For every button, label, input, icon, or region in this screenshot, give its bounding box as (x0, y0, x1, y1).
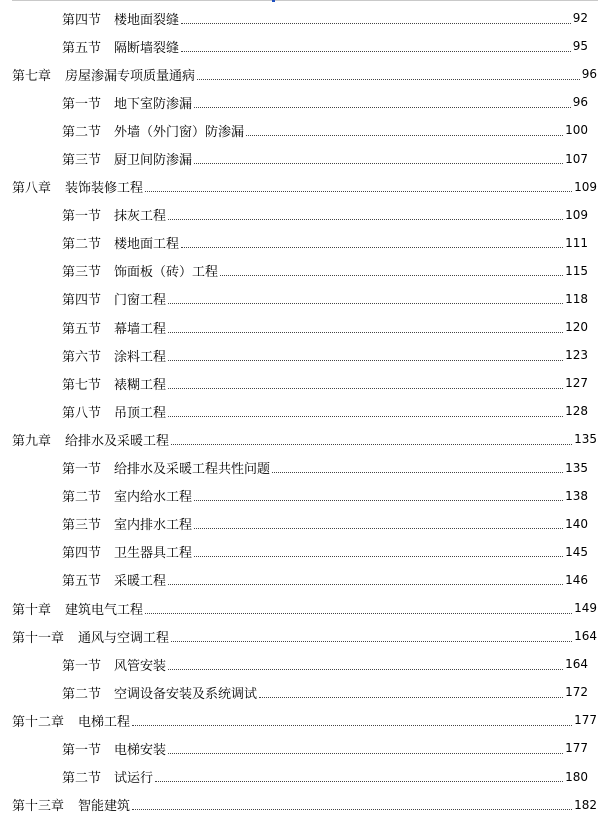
toc-page-number: 120 (565, 320, 588, 335)
toc-section-entry[interactable] (0, 510, 609, 538)
toc-section-entry[interactable] (0, 285, 609, 313)
toc-entry-number: 第三节 (62, 153, 102, 169)
toc-dot-leader (194, 162, 563, 164)
toc-entry-number: 第四节 (62, 546, 102, 562)
toc-entry-title: 卫生器具工程 (114, 546, 193, 562)
toc-dot-leader (168, 668, 563, 670)
toc-entry-number: 第二节 (62, 771, 102, 787)
toc-page-number: 138 (565, 488, 588, 503)
toc-entry-title: 建筑电气工程 (65, 602, 144, 618)
toc-entry-title: 室内给水工程 (114, 490, 193, 506)
toc-page-number: 109 (565, 207, 588, 222)
toc-entry-title: 幕墙工程 (114, 321, 167, 337)
toc-dot-leader (272, 471, 563, 473)
toc-dot-leader (181, 246, 563, 248)
toc-dot-leader (246, 134, 563, 136)
toc-entry-number: 第五节 (62, 40, 102, 56)
toc-section-entry[interactable] (0, 229, 609, 257)
toc-entry-title: 给排水及采暖工程 (65, 433, 170, 449)
toc-section-entry[interactable] (0, 144, 609, 172)
toc-chapter-entry[interactable] (0, 594, 609, 622)
toc-entry-number: 第八节 (62, 405, 102, 421)
toc-chapter-entry[interactable] (0, 622, 609, 650)
toc-entry-number: 第十二章 (12, 714, 65, 730)
toc-section-entry[interactable] (0, 88, 609, 116)
toc-entry-title: 饰面板（砖）工程 (114, 265, 219, 281)
toc-page-number: 135 (565, 460, 588, 475)
toc-entry-number: 第五节 (62, 321, 102, 337)
toc-dot-leader (171, 640, 572, 642)
toc-entry-title: 给排水及采暖工程共性问题 (114, 462, 271, 478)
toc-entry-title: 房屋渗漏专项质量通病 (65, 68, 196, 84)
toc-section-entry[interactable] (0, 341, 609, 369)
toc-page-number: 172 (565, 685, 588, 700)
toc-entry-number: 第一节 (62, 742, 102, 758)
toc-section-entry[interactable] (0, 566, 609, 594)
toc-entry-number: 第二节 (62, 686, 102, 702)
toc-entry-number: 第一节 (62, 96, 102, 112)
toc-entry-number: 第二节 (62, 490, 102, 506)
table-of-contents (0, 4, 609, 819)
toc-page-number: 149 (574, 601, 597, 616)
toc-entry-title: 试运行 (114, 771, 154, 787)
toc-page-number: 145 (565, 544, 588, 559)
toc-page-number: 109 (574, 179, 597, 194)
toc-dot-leader (168, 331, 563, 333)
top-border-line (12, 0, 598, 1)
toc-page-number: 127 (565, 376, 588, 391)
toc-page-number: 100 (565, 123, 588, 138)
toc-page-number: 140 (565, 516, 588, 531)
toc-page-number: 111 (565, 235, 588, 250)
toc-entry-number: 第四节 (62, 293, 102, 309)
toc-dot-leader (194, 527, 563, 529)
toc-chapter-entry[interactable] (0, 173, 609, 201)
toc-entry-title: 室内排水工程 (114, 518, 193, 534)
toc-entry-number: 第六节 (62, 349, 102, 365)
toc-page-number: 135 (574, 432, 597, 447)
toc-entry-title: 裱糊工程 (114, 377, 167, 393)
toc-section-entry[interactable] (0, 538, 609, 566)
toc-entry-number: 第十章 (12, 602, 52, 618)
toc-dot-leader (259, 696, 563, 698)
toc-entry-title: 门窗工程 (114, 293, 167, 309)
toc-entry-title: 空调设备安装及系统调试 (114, 686, 258, 702)
toc-dot-leader (194, 499, 563, 501)
toc-page-number: 107 (565, 151, 588, 166)
toc-page-number: 123 (565, 348, 588, 363)
toc-dot-leader (145, 190, 572, 192)
toc-section-entry[interactable] (0, 734, 609, 762)
toc-entry-title: 风管安装 (114, 658, 167, 674)
toc-section-entry[interactable] (0, 32, 609, 60)
toc-dot-leader (132, 808, 572, 810)
toc-page-number: 177 (574, 713, 597, 728)
toc-entry-title: 隔断墙裂缝 (114, 40, 180, 56)
toc-dot-leader (168, 752, 563, 754)
toc-dot-leader (171, 443, 572, 445)
toc-entry-number: 第八章 (12, 181, 52, 197)
toc-page-number: 164 (565, 657, 588, 672)
toc-page-number: 164 (574, 629, 597, 644)
toc-chapter-entry[interactable] (0, 706, 609, 734)
toc-entry-title: 地下室防渗漏 (114, 96, 193, 112)
toc-section-entry[interactable] (0, 763, 609, 791)
toc-entry-number: 第七章 (12, 68, 52, 84)
toc-entry-title: 厨卫间防渗漏 (114, 153, 193, 169)
toc-section-entry[interactable] (0, 678, 609, 706)
toc-entry-title: 涂料工程 (114, 349, 167, 365)
toc-dot-leader (145, 612, 572, 614)
toc-entry-number: 第二节 (62, 237, 102, 253)
toc-page-number: 92 (572, 11, 588, 26)
toc-entry-number: 第二节 (62, 124, 102, 140)
toc-page-number: 180 (565, 769, 588, 784)
toc-dot-leader (194, 106, 571, 108)
toc-chapter-entry[interactable] (0, 425, 609, 453)
toc-page-number: 177 (565, 741, 588, 756)
toc-entry-title: 抹灰工程 (114, 209, 167, 225)
toc-entry-number: 第九章 (12, 433, 52, 449)
toc-entry-title: 通风与空调工程 (78, 630, 170, 646)
toc-section-entry[interactable] (0, 454, 609, 482)
toc-page-number: 146 (565, 572, 588, 587)
toc-page-number: 95 (572, 39, 588, 54)
toc-entry-title: 电梯安装 (114, 742, 167, 758)
toc-entry-title: 外墙（外门窗）防渗漏 (114, 124, 245, 140)
toc-entry-number: 第三节 (62, 518, 102, 534)
toc-entry-title: 采暖工程 (114, 574, 167, 590)
toc-entry-title: 智能建筑 (78, 799, 131, 815)
toc-entry-title: 楼地面裂缝 (114, 12, 180, 28)
toc-section-entry[interactable] (0, 201, 609, 229)
toc-page-number: 118 (565, 291, 588, 306)
toc-entry-number: 第一节 (62, 658, 102, 674)
toc-entry-number: 第四节 (62, 12, 102, 28)
toc-dot-leader (168, 415, 563, 417)
toc-dot-leader (155, 780, 563, 782)
toc-entry-number: 第十一章 (12, 630, 65, 646)
toc-dot-leader (168, 302, 563, 304)
top-marker (272, 0, 275, 2)
toc-section-entry[interactable] (0, 313, 609, 341)
toc-dot-leader (197, 78, 580, 80)
toc-page-number: 115 (565, 263, 588, 278)
toc-entry-number: 第五节 (62, 574, 102, 590)
toc-entry-title: 楼地面工程 (114, 237, 180, 253)
toc-entry-title: 电梯工程 (78, 714, 131, 730)
toc-section-entry[interactable] (0, 4, 609, 32)
toc-entry-title: 吊顶工程 (114, 405, 167, 421)
toc-chapter-entry[interactable] (0, 791, 609, 819)
toc-entry-title: 装饰装修工程 (65, 181, 144, 197)
toc-entry-number: 第一节 (62, 209, 102, 225)
toc-section-entry[interactable] (0, 397, 609, 425)
toc-dot-leader (220, 274, 563, 276)
toc-dot-leader (181, 50, 571, 52)
toc-section-entry[interactable] (0, 257, 609, 285)
toc-dot-leader (168, 359, 563, 361)
toc-section-entry[interactable] (0, 116, 609, 144)
toc-page-number: 128 (565, 404, 588, 419)
toc-section-entry[interactable] (0, 482, 609, 510)
toc-chapter-entry[interactable] (0, 60, 609, 88)
toc-entry-number: 第一节 (62, 462, 102, 478)
toc-section-entry[interactable] (0, 650, 609, 678)
toc-dot-leader (132, 724, 572, 726)
toc-dot-leader (168, 387, 563, 389)
toc-section-entry[interactable] (0, 369, 609, 397)
toc-dot-leader (168, 583, 563, 585)
toc-entry-number: 第三节 (62, 265, 102, 281)
toc-dot-leader (168, 218, 563, 220)
toc-dot-leader (194, 555, 563, 557)
toc-dot-leader (181, 22, 571, 24)
toc-page-number: 96 (572, 95, 588, 110)
toc-page-number: 182 (574, 797, 597, 812)
toc-page-number: 96 (581, 67, 597, 82)
toc-entry-number: 第七节 (62, 377, 102, 393)
toc-entry-number: 第十三章 (12, 799, 65, 815)
